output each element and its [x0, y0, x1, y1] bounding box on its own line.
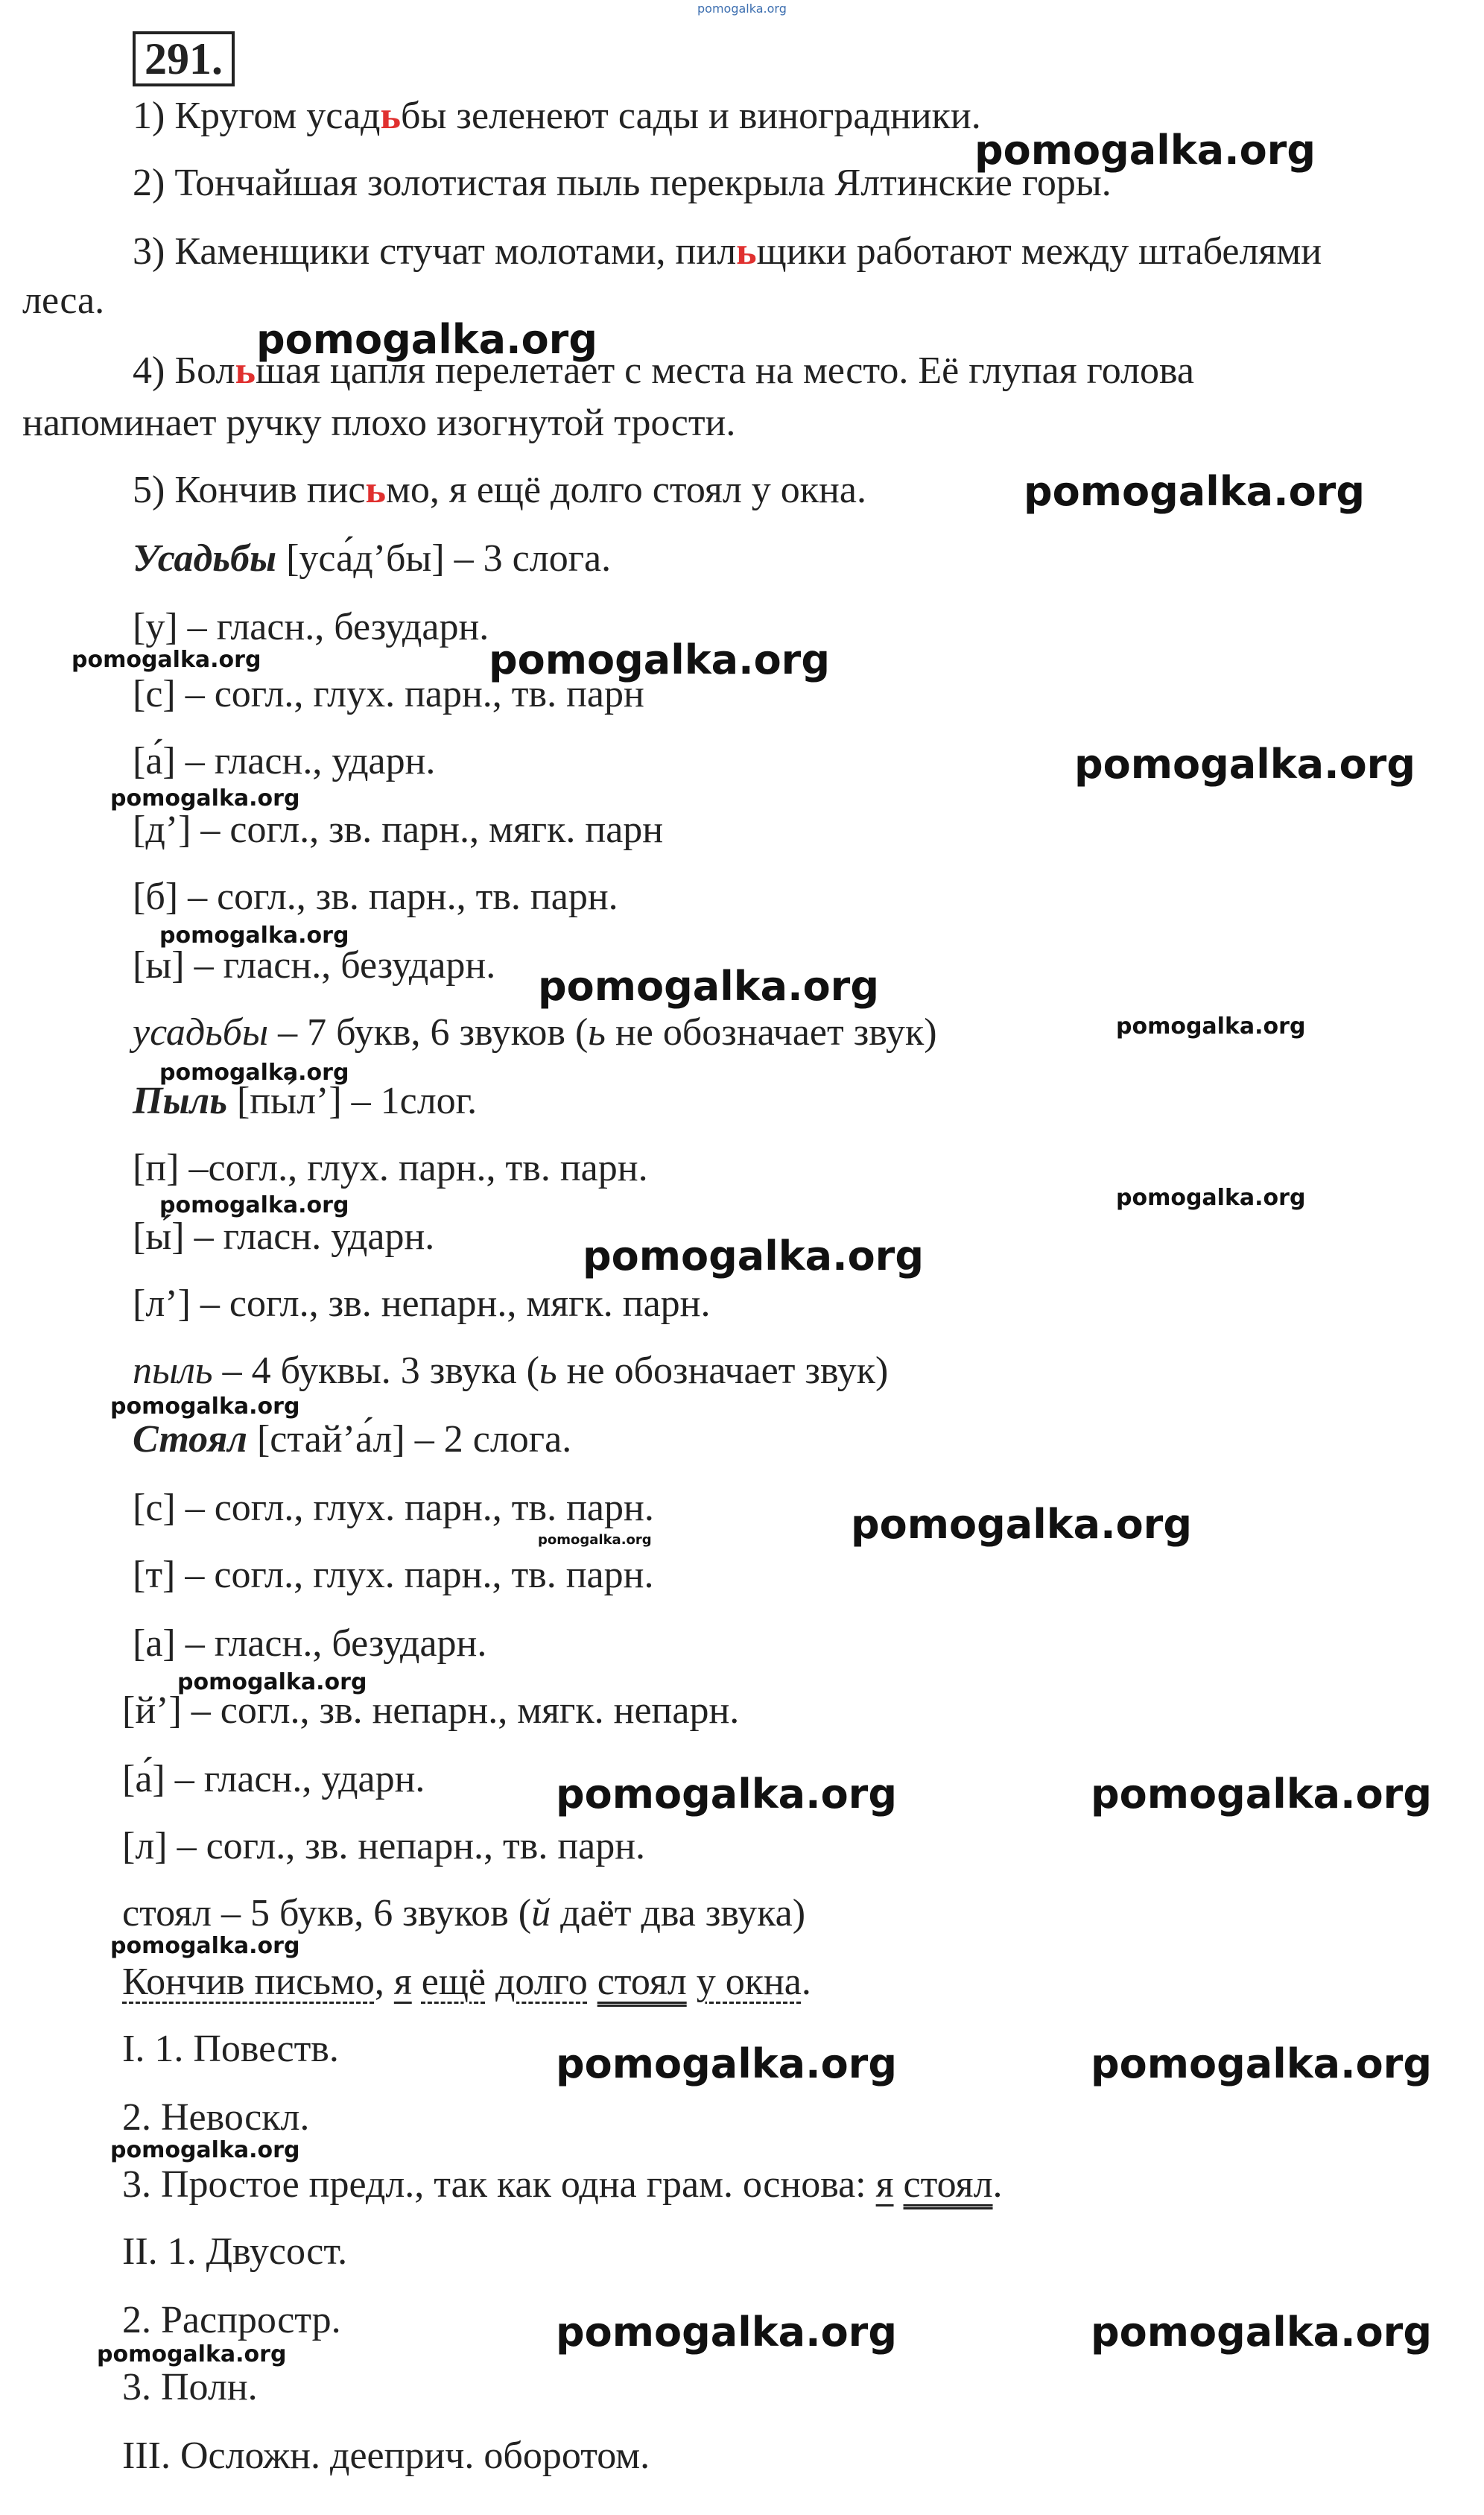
watermark: pomogalka.org	[556, 1771, 897, 1818]
summary-text: – 4 буквы. 3 звука (	[212, 1350, 539, 1392]
sentence-2: 2) Тончайшая золотистая пыль перекрыла Ялтинские горы.	[133, 162, 1112, 204]
task-number-box	[133, 31, 235, 86]
sound-line: [а́] – гласн., ударн.	[133, 740, 436, 782]
watermark: pomogalka.org	[851, 1501, 1192, 1548]
soft-sign-highlight: ь	[235, 349, 256, 392]
parse-line: I. 1. Повеств.	[122, 2028, 339, 2070]
sentence-4-part: 4) Бол	[133, 349, 235, 392]
watermark: pomogalka.org	[974, 127, 1316, 174]
separator: .	[992, 2163, 1003, 2206]
summary-word: усадьбы	[133, 1011, 269, 1054]
separator	[588, 1961, 597, 2003]
transcription: [уса́д’бы] – 3 слога.	[276, 537, 612, 580]
summary-letter: ь	[539, 1350, 557, 1392]
sentence-5	[133, 466, 866, 514]
parse-line: 3. Полн.	[122, 2366, 258, 2408]
watermark: pomogalka.org	[583, 1233, 924, 1279]
word-heading-stoyal	[133, 1416, 571, 1464]
watermark: pomogalka.org	[1091, 2309, 1432, 2356]
sound-line: [й’] – согл., зв. непарн., мягк. непарн.	[122, 1689, 740, 1732]
watermark: pomogalka.org	[1116, 1013, 1306, 1040]
sentence-3	[133, 228, 1322, 276]
watermark: pomogalka.org	[110, 1393, 300, 1420]
sound-line: [л] – согл., зв. непарн., тв. парн.	[122, 1825, 646, 1867]
watermark: pomogalka.org	[97, 2341, 287, 2367]
parse-line: 2. Распростр.	[122, 2299, 341, 2341]
watermark: pomogalka.org	[1024, 468, 1365, 515]
transcription: [стай’а́л] – 2 слога.	[247, 1418, 572, 1461]
summary-text: не обозначает звук)	[556, 1350, 889, 1392]
analyzed-word: Усадьбы	[133, 537, 277, 580]
parse-line: II. 1. Двусост.	[122, 2230, 348, 2273]
subject: я	[875, 2163, 894, 2206]
watermark: pomogalka.org	[556, 2040, 897, 2087]
sentence-3-continued: леса.	[22, 279, 105, 322]
watermark: pomogalka.org	[538, 963, 879, 1010]
sentence-1	[133, 92, 981, 140]
watermark: pomogalka.org	[72, 647, 261, 673]
soft-sign-highlight: ь	[736, 230, 757, 273]
transcription: [пы́л’] – 1слог.	[226, 1080, 478, 1122]
parse-line: III. Осложн. деeприч. оборотом.	[122, 2435, 650, 2477]
task-number-dot: .	[212, 34, 223, 83]
sound-line: [т] – согл., глух. парн., тв. парн.	[133, 1554, 654, 1596]
sentence-5-part: мо, я ещё долго стоял у окна.	[386, 469, 866, 511]
analyzed-word: Стоял	[133, 1418, 247, 1461]
summary-text: стоял – 5 букв, 6 звуков (	[122, 1892, 532, 1935]
summary-text: даёт два звука)	[551, 1892, 806, 1935]
subject: я	[393, 1961, 412, 2003]
soft-sign-highlight: ь	[380, 95, 402, 137]
sound-line: [с] – согл., глух. парн., тв. парн.	[133, 1487, 654, 1529]
parse-line-grammatical-basis	[122, 2161, 1003, 2209]
adverbial: у окна	[696, 1961, 802, 2003]
word-summary-usadby	[133, 1009, 937, 1057]
parsed-sentence	[122, 1958, 811, 2006]
watermark: pomogalka.org	[538, 1532, 652, 1548]
sound-line: [у] – гласн., безударн.	[133, 606, 489, 648]
parse-text: 3. Простое предл., так как одна грам. основа:	[122, 2163, 876, 2206]
watermark: pomogalka.org	[110, 785, 300, 812]
separator	[687, 1961, 697, 2003]
word-summary-pyl	[133, 1347, 888, 1395]
watermark: pomogalka.org	[159, 1192, 349, 1218]
sentence-3-part: 3) Каменщики стучат молотами, пил	[133, 230, 737, 273]
sound-line: [б] – согл., зв. парн., тв. парн.	[133, 876, 618, 918]
sentence-1-part: 1) Кругом усад	[133, 95, 381, 137]
watermark: pomogalka.org	[110, 2137, 300, 2163]
sound-line: [л’] – согл., зв. непарн., мягк. парн.	[133, 1282, 711, 1325]
sentence-4-part: шая цапля перелетает с места на место. Её глупая голова	[255, 349, 1194, 392]
sound-line: [п] –согл., глух. парн., тв. парн.	[133, 1147, 648, 1189]
watermark: pomogalka.org	[489, 636, 830, 683]
watermark: pomogalka.org	[556, 2309, 897, 2356]
separator: ,	[374, 1961, 394, 2003]
word-heading-usadby	[133, 535, 611, 583]
predicate: стоял	[903, 2163, 993, 2206]
summary-text: не обозначает звук)	[605, 1011, 937, 1054]
watermark: pomogalka.org	[256, 316, 597, 363]
sentence-3-part: щики работают между штабелями	[756, 230, 1322, 273]
predicate: стоял	[597, 1961, 687, 2003]
watermark: pomogalka.org	[1074, 741, 1415, 788]
sound-line: [с] – согл., глух. парн., тв. парн	[133, 673, 644, 715]
watermark: pomogalka.org	[1116, 1185, 1306, 1211]
separator: .	[801, 1961, 811, 2003]
watermark: pomogalka.org	[177, 1669, 367, 1695]
watermark: pomogalka.org	[1091, 1771, 1432, 1818]
summary-text: – 7 букв, 6 звуков (	[268, 1011, 589, 1054]
task-number: 291	[145, 34, 212, 83]
parse-line: 2. Невоскл.	[122, 2096, 310, 2139]
separator	[894, 2163, 904, 2206]
watermark: pomogalka.org	[159, 923, 349, 949]
site-mark: pomogalka.org	[697, 1, 787, 16]
sound-line: [ы] – гласн., безударн.	[133, 944, 496, 987]
analyzed-word: Пыль	[133, 1080, 227, 1122]
summary-word: пыль	[133, 1350, 213, 1392]
word-summary-stoyal	[122, 1890, 805, 1937]
watermark: pomogalka.org	[159, 1060, 349, 1086]
sound-line: [ы́] – гласн. ударн.	[133, 1215, 435, 1258]
watermark: pomogalka.org	[1091, 2040, 1432, 2087]
sentence-4-continued: напоминает ручку плохо изогнутой трости.	[22, 402, 736, 444]
sound-line: [д’] – согл., зв. парн., мягк. парн	[133, 809, 664, 851]
adverbial: ещё	[421, 1961, 486, 2003]
adverbial-participle-phrase: Кончив письмо	[122, 1961, 375, 2003]
sentence-5-part: 5) Кончив пис	[133, 469, 366, 511]
adverbial: долго	[495, 1961, 588, 2003]
separator	[412, 1961, 422, 2003]
soft-sign-highlight: ь	[365, 469, 387, 511]
separator	[486, 1961, 495, 2003]
summary-letter: й	[531, 1892, 551, 1935]
summary-letter: ь	[588, 1011, 606, 1054]
sound-line: [а] – гласн., безударн.	[133, 1622, 487, 1665]
sentence-1-part: бы зеленеют сады и виноградники.	[401, 95, 981, 137]
sound-line: [а́] – гласн., ударн.	[122, 1758, 425, 1800]
watermark: pomogalka.org	[110, 1933, 300, 1959]
